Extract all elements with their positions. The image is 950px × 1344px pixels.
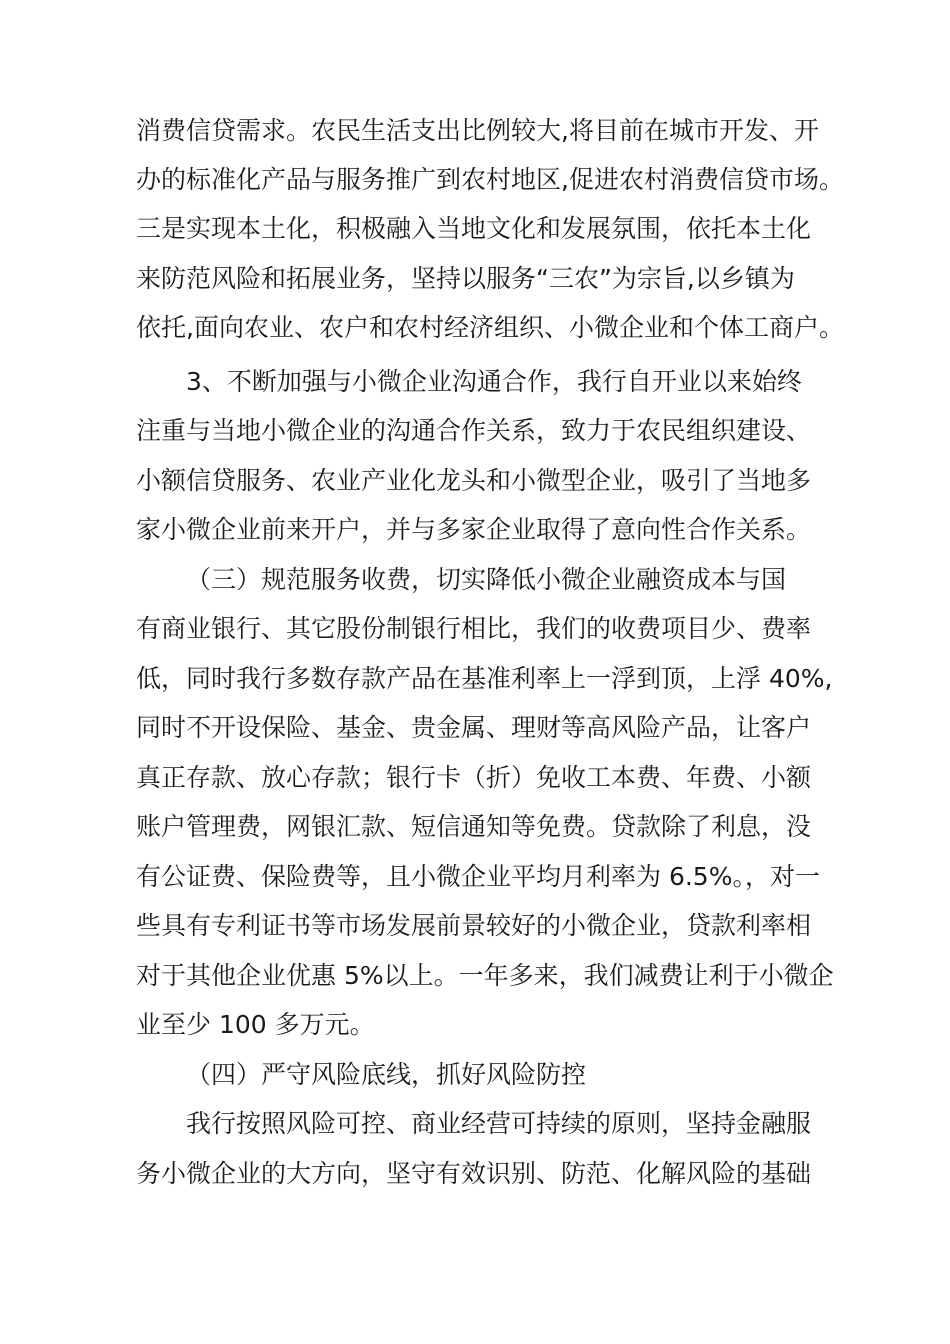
text-line: 有公证费、保险费等，且小微企业平均月利率为 6.5%。，对一 [136,862,820,891]
text-line: 依托,面向农业、农户和农村经济组织、小微企业和个体工商户。 [136,313,844,342]
section-heading-line: （三）规范服务收费，切实降低小微企业融资成本与国 [186,565,787,594]
text-line: 务小微企业的大方向，坚守有效识别、防范、化解风险的基础 [136,1159,812,1188]
text-line: 对于其他企业优惠 5%以上。一年多来，我们减费让利于小微企 [136,961,834,990]
text-line: 办的标准化产品与服务推广到农村地区,促进农村消费信贷市场。 [136,165,844,194]
text-line: 小额信贷服务、农业产业化龙头和小微型企业，吸引了当地多 [136,466,812,495]
text-line: 同时不开设保险、基金、贵金属、理财等高风险产品，让客户 [136,713,812,742]
paragraph-start-line: 我行按照风险可控、商业经营可持续的原则，坚持金融服 [186,1109,812,1138]
text-line: 业至少 100 多万元。 [136,1010,375,1039]
text-line: 三是实现本土化，积极融入当地文化和发展氛围，依托本土化 [136,214,812,243]
text-line: 真正存款、放心存款；银行卡（折）免收工本费、年费、小额 [136,763,812,792]
text-line: 有商业银行、其它股份制银行相比，我们的收费项目少、费率 [136,614,812,643]
text-line: 些具有专利证书等市场发展前景较好的小微企业，贷款利率相 [136,911,812,940]
text-line: 账户管理费，网银汇款、短信通知等免费。贷款除了利息，没 [136,812,812,841]
text-line: 注重与当地小微企业的沟通合作关系，致力于农民组织建设、 [136,416,812,445]
text-line: 家小微企业前来开户，并与多家企业取得了意向性合作关系。 [136,515,812,544]
text-line: 来防范风险和拓展业务，坚持以服务“三农”为宗旨,以乡镇为 [136,264,795,293]
text-line: 消费信贷需求。农民生活支出比例较大,将目前在城市开发、开 [136,116,819,145]
paragraph-start-line: 3、不断加强与小微企业沟通合作，我行自开业以来始终 [186,367,802,396]
text-line: 低，同时我行多数存款产品在基准利率上一浮到顶，上浮 40%, [136,664,833,693]
section-heading: （四）严守风险底线，抓好风险防控 [186,1060,587,1089]
